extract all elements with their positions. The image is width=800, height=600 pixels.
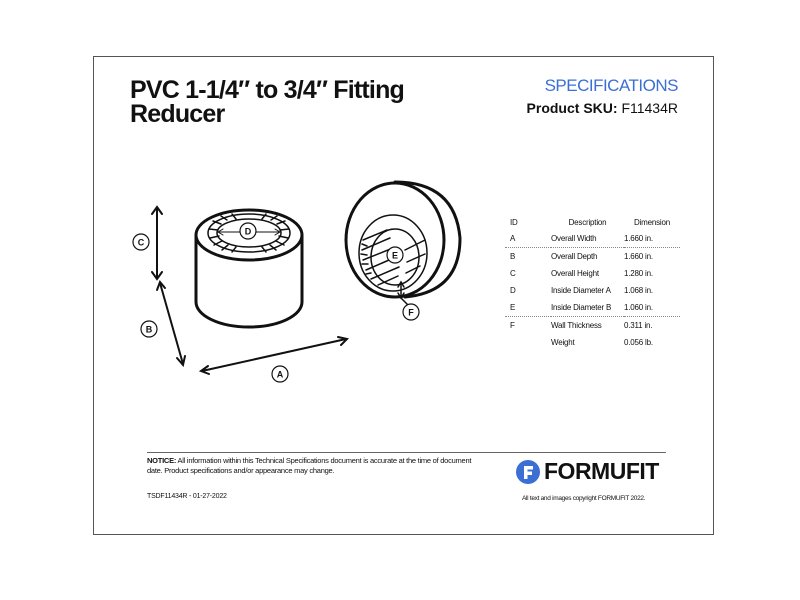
product-sku: [527, 100, 678, 116]
table-row: [505, 282, 680, 299]
table-header-row: [505, 214, 680, 230]
row-description: Overall Height: [551, 269, 599, 278]
row-dimension: 1.060 in.: [624, 299, 680, 317]
row-id: F: [510, 321, 515, 330]
table-row: [505, 299, 680, 317]
specifications-heading: SPECIFICATIONS: [544, 76, 678, 95]
row-description: Overall Width: [551, 230, 624, 248]
row-id: A: [505, 230, 551, 248]
notice-text: All information within this Technical Specifications document is accurate at the time of document date. Product specifications and/or appearance may change.: [147, 456, 472, 475]
row-id: D: [510, 286, 516, 295]
row-dimension: 1.660 in.: [624, 252, 653, 261]
header-description: Description: [568, 217, 607, 227]
row-description: Weight: [551, 338, 575, 347]
dimension-b-arrow: [157, 282, 185, 365]
sku-label: Product SKU:: [526, 100, 618, 116]
header-dimension: Dimension: [634, 217, 670, 227]
label-f: F: [408, 307, 414, 318]
label-a: A: [276, 369, 284, 380]
label-d: D: [244, 226, 252, 237]
row-id: [505, 334, 551, 351]
product-title-line-1: PVC 1-1/4″ to 3/4″ Fitting: [130, 76, 405, 104]
table-row: [505, 230, 680, 248]
product-title: [130, 78, 404, 126]
fitting-drawing: [125, 180, 485, 390]
row-description: Wall Thickness: [551, 321, 602, 330]
row-dimension: 1.280 in.: [624, 269, 653, 278]
specifications-table: [505, 214, 680, 351]
row-dimension: 1.068 in.: [624, 286, 653, 295]
row-id: E: [505, 299, 551, 317]
table-row: [505, 265, 680, 282]
formufit-f-logo-icon: [516, 460, 540, 484]
footer-divider: [147, 452, 666, 453]
table-row: [505, 317, 680, 335]
notice: [147, 456, 477, 476]
dimension-c-arrow: [152, 207, 162, 279]
header-id: ID: [510, 217, 518, 227]
sku-value: F11434R: [621, 100, 678, 116]
row-id: B: [510, 252, 516, 261]
copyright-notice: All text and images copyright FORMUFIT 2022.: [522, 495, 646, 502]
row-dimension: 0.056 lb.: [624, 338, 653, 347]
row-description: Inside Diameter A: [551, 286, 611, 295]
product-title-line-2: Reducer: [130, 100, 225, 128]
formufit-logo: [516, 458, 659, 485]
notice-label: NOTICE:: [147, 456, 177, 465]
logo-text: FORMUFIT: [544, 458, 659, 484]
table-row: [505, 248, 680, 266]
row-description: Overall Depth: [551, 252, 598, 261]
table-row: [505, 334, 680, 351]
label-e: E: [391, 250, 399, 261]
row-dimension: 0.311 in.: [624, 321, 653, 330]
label-b: B: [145, 324, 153, 335]
label-c: C: [137, 237, 145, 248]
row-dimension: 1.660 in.: [624, 230, 680, 248]
document-id: TSDF11434R - 01-27-2022: [147, 493, 227, 500]
row-id: C: [510, 269, 516, 278]
row-description: Inside Diameter B: [551, 299, 624, 317]
fitting-end-view: [346, 182, 460, 297]
